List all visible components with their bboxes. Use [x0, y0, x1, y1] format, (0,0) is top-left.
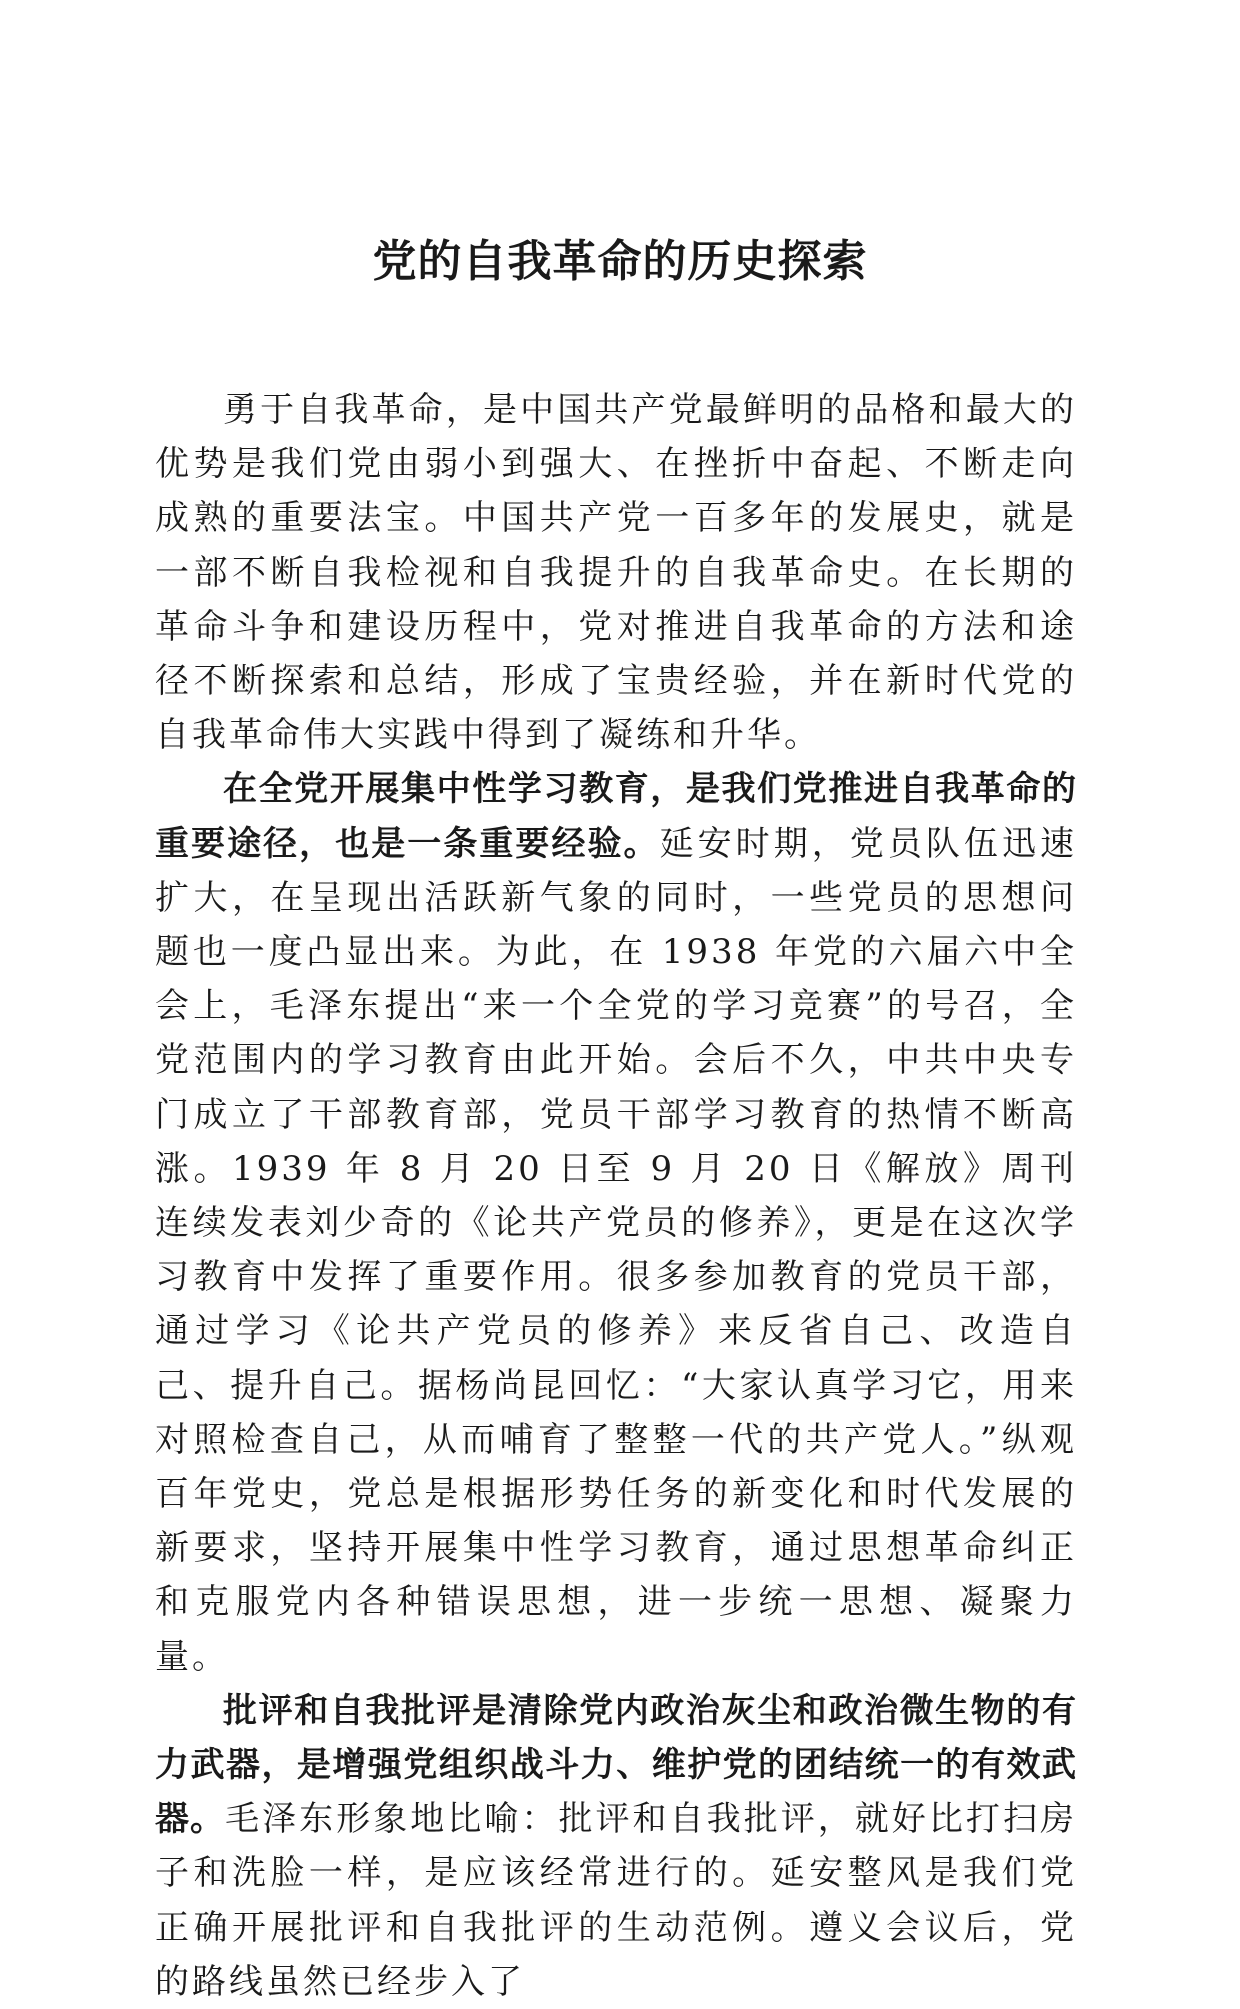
paragraph-3-text: 毛泽东形象地比喻：批评和自我批评，就好比打扫房子和洗脸一样，是应该经常进行的。延安整风是我们党正确开展批评和自我批评的生动范例。遵义会议后，党的路线虽然已经步入了: [155, 1799, 1078, 2002]
paragraph-2-lead: 在全党开展集中性学习教育，是我们党推进自我革命的重要途径，也是一条重要经验。: [155, 769, 1077, 864]
paragraph-2: [155, 762, 1077, 1683]
paragraph-3-lead: 批评和自我批评是清除党内政治灰尘和政治微生物的有力武器，是增强党组织战斗力、维护党的团结统一的有效武器。: [155, 1690, 1077, 1840]
document-body: [155, 383, 1077, 2009]
document-title: 党的自我革命的历史探索: [372, 236, 868, 287]
paragraph-1: [155, 383, 1077, 762]
paragraph-1-text: 勇于自我革命，是中国共产党最鲜明的品格和最大的优势是我们党由弱小到强大、在挫折中奋起、不断走向成熟的重要法宝。中国共产党一百多年的发展史，就是一部不断自我检视和自我提升的自我革命史。在长期的革命斗争和建设历程中，党对推进自我革命的方法和途径不断探索和总结，形成了宝贵经验，并在新时代党的自我革命伟大实践中得到了凝练和升华。: [155, 390, 1077, 756]
paragraph-2-text: 延安时期，党员队伍迅速扩大，在呈现出活跃新气象的同时，一些党员的思想问题也一度凸显出来。为此，在 1938 年党的六届六中全会上，毛泽东提出“来一个全党的学习竞赛”的号召，全党范围内的学习教育由此开始。会后不久，中共中央专门成立了干部教育部，党员干部学习教育的热情不断高涨。1939 年 8 月 20 日至 9 月 20 日《解放》周刊连续发表刘少奇的《论共产党员的修养》，更是在这次学习教育中发挥了重要作用。很多参加教育的党员干部，通过学习《论共产党员的修养》来反省自己、改造自己、提升自己。据杨尚昆回忆：“大家认真学习它，用来对照检查自己，从而哺育了整整一代的共产党人。”纵观百年党史，党总是根据形势任务的新变化和时代发展的新要求，坚持开展集中性学习教育，通过思想革命纠正和克服党内各种错误思想，进一步统一思想、凝聚力量。: [155, 823, 1078, 1677]
paragraph-3: [155, 1684, 1077, 2009]
